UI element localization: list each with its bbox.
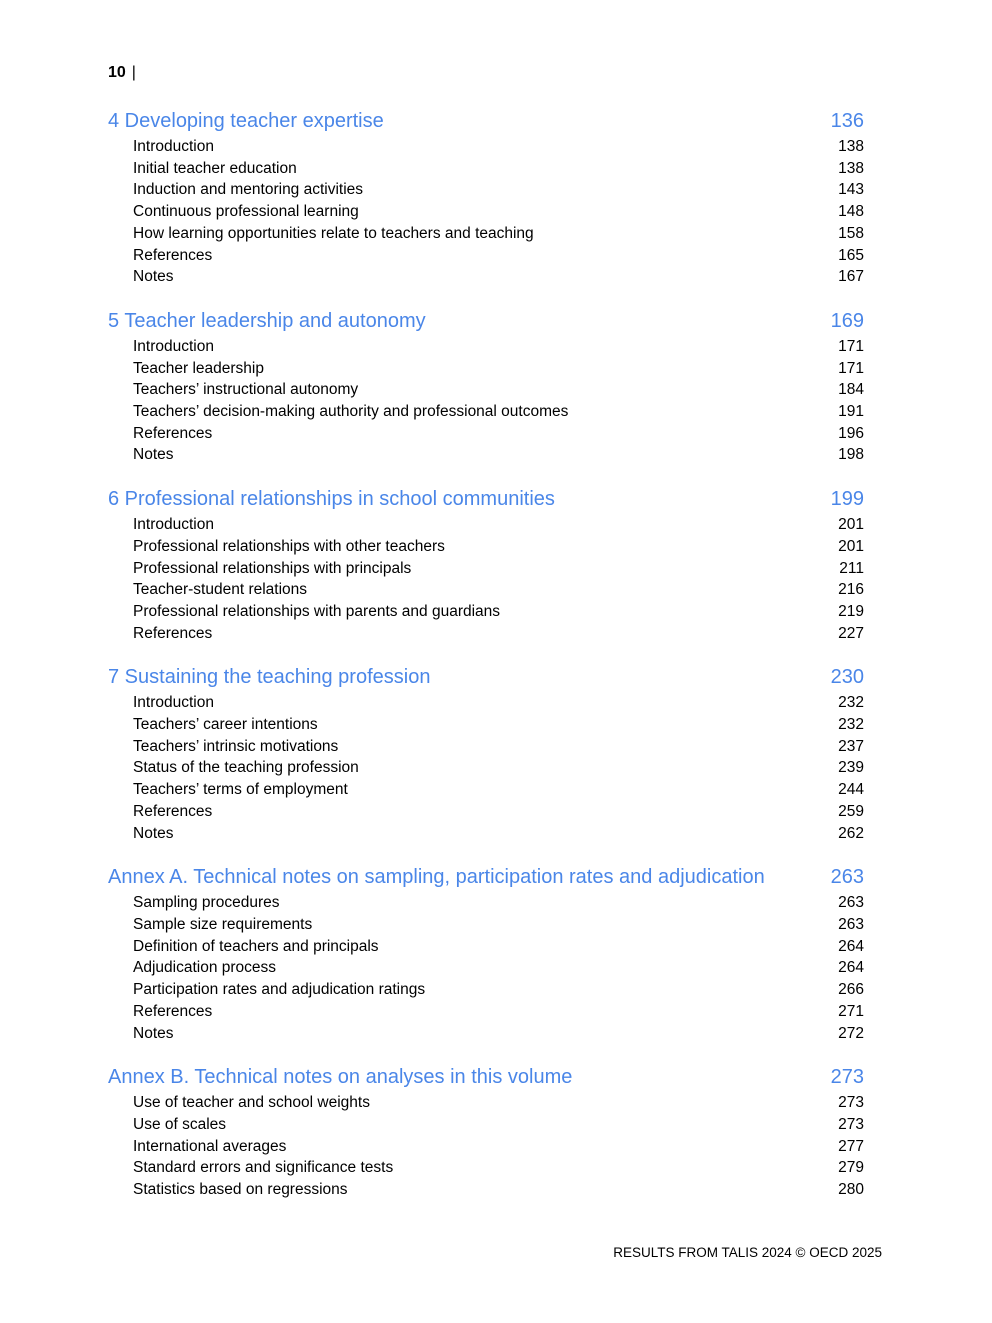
toc-item-row xyxy=(108,266,864,288)
toc-item-row xyxy=(108,558,864,580)
toc-item-title-link[interactable]: Statistics based on regressions xyxy=(133,1181,348,1199)
toc-item-page-number[interactable]: 184 xyxy=(838,381,864,399)
toc-item-title-link[interactable]: Adjudication process xyxy=(133,959,277,977)
toc-item-page-number[interactable]: 158 xyxy=(838,224,864,242)
toc-item-row xyxy=(108,201,864,223)
toc-item-page-number[interactable]: 216 xyxy=(838,581,864,599)
toc-item-title-link[interactable]: References xyxy=(133,802,213,820)
toc-item-title-link[interactable]: Notes xyxy=(133,824,174,842)
toc-item-title-link[interactable]: Notes xyxy=(133,268,174,286)
toc-item-page-number[interactable]: 280 xyxy=(838,1181,864,1199)
toc-item-page-number[interactable]: 244 xyxy=(838,781,864,799)
toc-item-row xyxy=(108,1157,864,1179)
toc-item-row xyxy=(108,401,864,423)
toc-item-row xyxy=(108,779,864,801)
toc-item-page-number[interactable]: 138 xyxy=(838,159,864,177)
toc-item-page-number[interactable]: 273 xyxy=(838,1115,864,1133)
toc-item-title-link[interactable]: References xyxy=(133,424,213,442)
toc-item-page-number[interactable]: 138 xyxy=(838,138,864,155)
toc-section-heading-row xyxy=(108,487,864,511)
toc-section-heading-row xyxy=(108,309,864,333)
toc-section-heading-row xyxy=(108,865,864,889)
toc-item-title-link[interactable]: Teachers’ decision-making authority and professional outcomes xyxy=(133,403,569,421)
toc-item-row xyxy=(108,623,864,645)
toc-section-heading-row xyxy=(108,109,864,133)
toc-section-title-link[interactable]: Annex A. Technical notes on sampling, participation rates and adjudication xyxy=(108,866,765,889)
toc-item-page-number[interactable]: 148 xyxy=(838,203,864,221)
toc-item-row xyxy=(108,336,864,358)
toc-item-row xyxy=(108,979,864,1001)
toc-section-heading-row xyxy=(108,1065,864,1089)
toc-item-page-number[interactable]: 237 xyxy=(838,737,864,755)
toc-item-row xyxy=(108,379,864,401)
toc-item-page-number[interactable]: 263 xyxy=(838,915,864,933)
toc-item-row xyxy=(108,757,864,779)
toc-item-row xyxy=(108,1092,864,1114)
toc-item-row xyxy=(108,158,864,180)
toc-item-row xyxy=(108,714,864,736)
toc-section-page-number[interactable]: 199 xyxy=(830,488,864,511)
toc-item-title-link[interactable]: Introduction xyxy=(133,516,214,534)
toc-item-title-link[interactable]: Teacher leadership xyxy=(133,359,264,377)
toc-item-row xyxy=(108,423,864,445)
toc-section-title-link[interactable]: 4 Developing teacher expertise xyxy=(108,110,384,132)
toc-item-page-number[interactable]: 273 xyxy=(838,1094,864,1112)
toc-item-title-link[interactable]: Teacher-student relations xyxy=(133,581,308,599)
toc-item-title-link[interactable]: References xyxy=(133,1002,213,1020)
toc-item-title-link[interactable]: Notes xyxy=(133,446,174,464)
toc-item-row xyxy=(108,1136,864,1158)
toc-item-title-link[interactable]: Teachers’ terms of employment xyxy=(133,781,348,799)
toc-item-row xyxy=(108,892,864,914)
toc-section-title-link[interactable]: 7 Sustaining the teaching profession xyxy=(108,666,431,689)
toc-item-row xyxy=(108,957,864,979)
page-number: 10 xyxy=(108,64,126,81)
toc-item-page-number[interactable]: 272 xyxy=(838,1024,864,1042)
toc-item-title-link[interactable]: Introduction xyxy=(133,337,214,355)
toc-item-title-link[interactable]: Introduction xyxy=(133,138,214,155)
toc-item-row xyxy=(108,223,864,245)
toc-item-page-number[interactable]: 165 xyxy=(838,246,864,264)
toc-item-row xyxy=(108,245,864,267)
toc-item-page-number[interactable]: 259 xyxy=(838,802,864,820)
toc-item-title-link[interactable]: Definition of teachers and principals xyxy=(133,937,379,955)
toc-item-page-number[interactable]: 143 xyxy=(838,181,864,199)
toc-item-row xyxy=(108,179,864,201)
toc-item-page-number[interactable]: 211 xyxy=(839,559,864,577)
toc-item-title-link[interactable]: Use of teacher and school weights xyxy=(133,1094,370,1112)
toc-item-title-link[interactable]: Introduction xyxy=(133,694,214,712)
toc-item-page-number[interactable]: 239 xyxy=(838,759,864,777)
toc-section-page-number[interactable]: 136 xyxy=(830,110,864,132)
toc-item-title-link[interactable]: Initial teacher education xyxy=(133,159,297,177)
toc-item-title-link[interactable]: Teachers’ career intentions xyxy=(133,716,318,734)
toc-item-page-number[interactable]: 262 xyxy=(838,824,864,842)
toc-item-row xyxy=(108,514,864,536)
toc-item-title-link[interactable]: Teachers’ instructional autonomy xyxy=(133,381,359,399)
toc-section-items xyxy=(108,514,864,644)
toc-item-title-link[interactable]: Sample size requirements xyxy=(133,915,313,933)
toc-item-page-number[interactable]: 266 xyxy=(838,981,864,999)
toc-item-title-link[interactable]: Standard errors and significance tests xyxy=(133,1159,394,1177)
toc-item-row xyxy=(108,1179,864,1201)
toc-item-page-number[interactable]: 232 xyxy=(838,694,864,712)
toc-section-items xyxy=(108,136,864,288)
page-footer: RESULTS FROM TALIS 2024 © OECD 2025 xyxy=(613,1245,882,1260)
toc-item-title-link[interactable]: Status of the teaching profession xyxy=(133,759,359,777)
toc-item-page-number[interactable]: 232 xyxy=(838,716,864,734)
toc-section-page-number[interactable]: 230 xyxy=(830,666,864,689)
toc-section-3 xyxy=(108,665,864,844)
toc-section-0 xyxy=(108,109,864,288)
running-page-header xyxy=(108,63,136,83)
toc-item-row xyxy=(108,579,864,601)
toc-section-items xyxy=(108,336,864,466)
toc-item-page-number[interactable]: 264 xyxy=(838,959,864,977)
toc-item-row xyxy=(108,736,864,758)
toc-item-page-number[interactable]: 171 xyxy=(838,359,864,377)
header-separator-bar: | xyxy=(131,64,136,81)
toc-item-title-link[interactable]: How learning opportunities relate to teachers and teaching xyxy=(133,224,534,242)
toc-item-row xyxy=(108,823,864,845)
toc-section-1 xyxy=(108,309,864,466)
toc-item-page-number[interactable]: 201 xyxy=(838,516,864,534)
toc-item-page-number[interactable]: 279 xyxy=(838,1159,864,1177)
toc-item-title-link[interactable]: Use of scales xyxy=(133,1115,227,1133)
toc-section-items xyxy=(108,692,864,844)
toc-item-page-number[interactable]: 201 xyxy=(838,537,864,555)
toc-section-2 xyxy=(108,487,864,644)
toc-item-title-link[interactable]: Sampling procedures xyxy=(133,894,280,912)
toc-item-page-number[interactable]: 277 xyxy=(838,1137,864,1155)
toc-item-page-number[interactable]: 171 xyxy=(838,337,864,355)
toc-item-title-link[interactable]: Teachers’ intrinsic motivations xyxy=(133,737,339,755)
toc-item-row xyxy=(108,536,864,558)
toc-section-heading-row xyxy=(108,665,864,689)
toc-item-title-link[interactable]: Professional relationships with other teachers xyxy=(133,537,445,555)
toc-section-page-number[interactable]: 263 xyxy=(830,866,864,889)
toc-section-items xyxy=(108,892,864,1044)
toc-item-page-number[interactable]: 264 xyxy=(838,937,864,955)
toc-section-items xyxy=(108,1092,864,1201)
toc-section-4 xyxy=(108,865,864,1044)
toc-item-title-link[interactable]: Professional relationships with parents and guardians xyxy=(133,602,501,620)
toc-item-row xyxy=(108,692,864,714)
toc-item-page-number[interactable]: 167 xyxy=(838,268,864,286)
toc-item-row xyxy=(108,1001,864,1023)
toc-item-page-number[interactable]: 263 xyxy=(838,894,864,912)
toc-item-title-link[interactable]: References xyxy=(133,246,213,264)
toc-item-title-link[interactable]: Continuous professional learning xyxy=(133,203,359,221)
toc-item-title-link[interactable]: International averages xyxy=(133,1137,287,1155)
table-of-contents xyxy=(108,109,864,1222)
toc-section-title-link[interactable]: Annex B. Technical notes on analyses in this volume xyxy=(108,1066,573,1089)
toc-section-page-number[interactable]: 273 xyxy=(830,1066,864,1089)
toc-item-title-link[interactable]: Notes xyxy=(133,1024,174,1042)
toc-item-row xyxy=(108,136,864,158)
toc-item-row xyxy=(108,601,864,623)
toc-item-page-number[interactable]: 219 xyxy=(838,602,864,620)
toc-section-5 xyxy=(108,1065,864,1201)
toc-item-title-link[interactable]: References xyxy=(133,624,213,642)
toc-item-row xyxy=(108,444,864,466)
toc-item-row xyxy=(108,914,864,936)
toc-item-page-number[interactable]: 198 xyxy=(838,446,864,464)
toc-item-row xyxy=(108,801,864,823)
toc-section-title-link[interactable]: 5 Teacher leadership and autonomy xyxy=(108,309,426,332)
toc-item-row xyxy=(108,1114,864,1136)
toc-item-page-number[interactable]: 271 xyxy=(838,1002,864,1020)
toc-item-title-link[interactable]: Participation rates and adjudication ratings xyxy=(133,981,426,999)
toc-section-title-link[interactable]: 6 Professional relationships in school communities xyxy=(108,488,555,511)
toc-item-row xyxy=(108,1023,864,1045)
toc-item-page-number[interactable]: 191 xyxy=(838,403,864,421)
toc-item-title-link[interactable]: Induction and mentoring activities xyxy=(133,181,364,199)
toc-item-page-number[interactable]: 227 xyxy=(838,624,864,642)
toc-item-page-number[interactable]: 196 xyxy=(838,424,864,442)
toc-section-page-number[interactable]: 169 xyxy=(830,309,864,332)
toc-item-row xyxy=(108,358,864,380)
toc-item-title-link[interactable]: Professional relationships with principals xyxy=(133,559,412,577)
toc-item-row xyxy=(108,936,864,958)
